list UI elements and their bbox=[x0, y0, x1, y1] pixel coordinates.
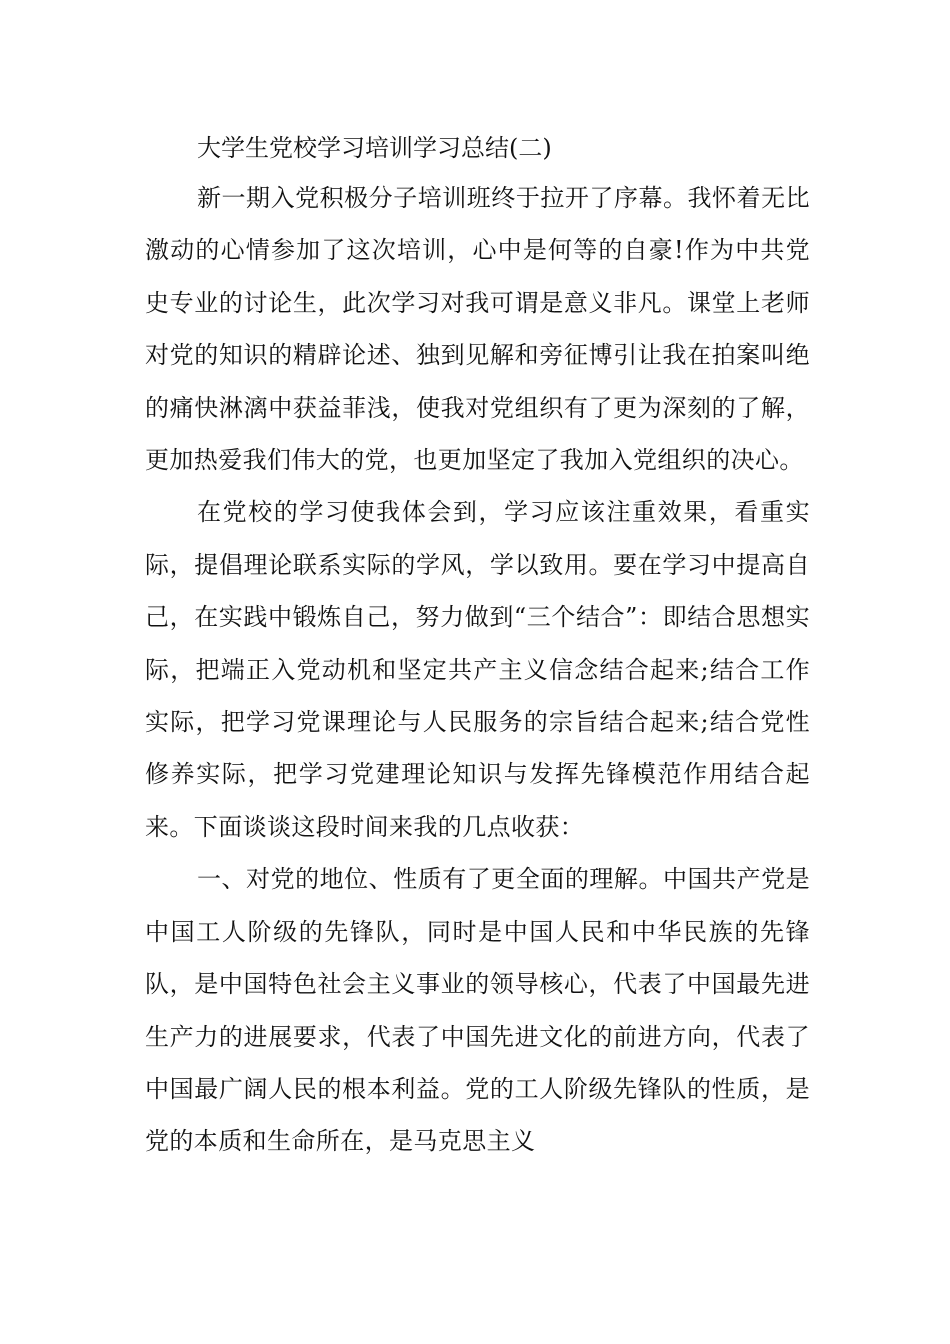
document-title: 大学生党校学习培训学习总结(二) bbox=[197, 134, 552, 162]
paragraph-learning: 在党校的学习使我体会到，学习应该注重效果，看重实际，提倡理论联系实际的学风，学以致用。要在学习中提高自己，在实践中锻炼自己，努力做到“三个结合”：即结合思想实际，把端正入党动机和坚定共产主义信念结合起来;结合工作实际，把学习党课理论与人民服务的宗旨结合起来;结合党性修养实际，把学习党建理论知识与发挥先锋模范作用结合起来。下面谈谈这段时间来我的几点收获： bbox=[145, 498, 810, 841]
paragraph-point-one: 一、对党的地位、性质有了更全面的理解。中国共产党是中国工人阶级的先锋队，同时是中国人民和中华民族的先锋队，是中国特色社会主义事业的领导核心，代表了中国最先进生产力的进展要求，代表了中国先进文化的前进方向，代表了中国最广阔人民的根本利益。党的工人阶级先锋队的性质，是党的本质和生命所在，是马克思主义 bbox=[145, 865, 810, 1156]
document-body bbox=[145, 128, 810, 1168]
paragraph-intro: 新一期入党积极分子培训班终于拉开了序幕。我怀着无比激动的心情参加了这次培训，心中是何等的自豪!作为中共党史专业的讨论生，此次学习对我可谓是意义非凡。课堂上老师对党的知识的精辟论述、独到见解和旁征博引让我在拍案叫绝的痛快淋漓中获益菲浅，使我对党组织有了更为深刻的了解，更加热爱我们伟大的党，也更加坚定了我加入党组织的决心。 bbox=[145, 184, 810, 475]
